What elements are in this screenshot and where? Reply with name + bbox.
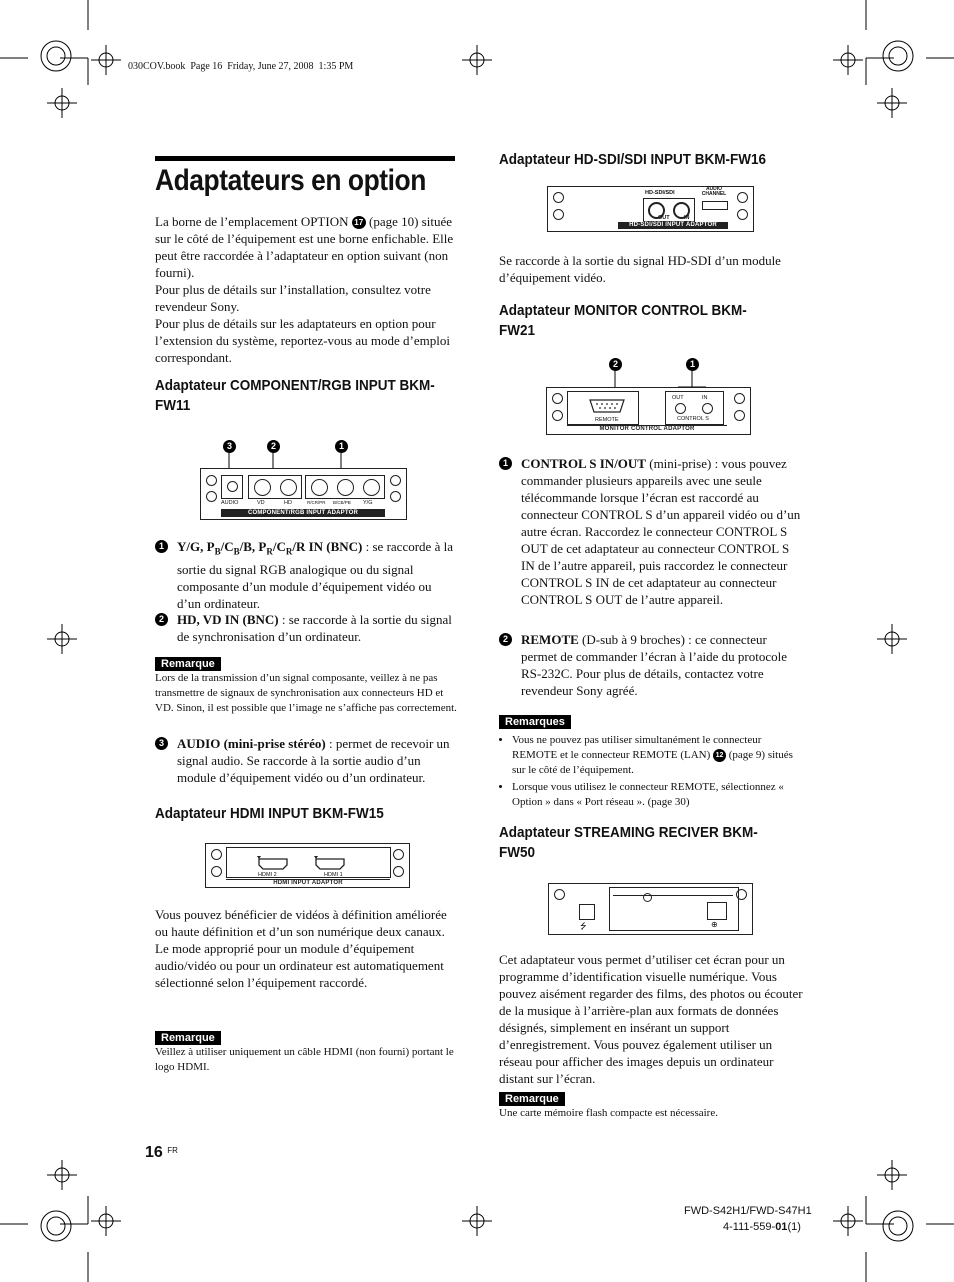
port-y: Y/G — [363, 500, 373, 506]
hdmi-note-label: Remarque — [155, 1031, 221, 1045]
footer-model: FWD-S42H1/FWD-S47H1 — [684, 1205, 812, 1217]
port-audio: AUDIO — [221, 500, 239, 506]
intro-text — [155, 213, 458, 366]
m1-bold: CONTROL S IN/OUT — [521, 456, 646, 471]
page-number — [145, 1144, 178, 1162]
m2-text: (D-sub à 9 broches) : ce connecteur permet de commander l’écran à l’aide du protocole RS-232C. Pour plus de détails, contactez votre revendeur Sony agréé. — [521, 632, 788, 698]
monitor-item-2 — [499, 631, 804, 699]
c1-d: /C — [272, 539, 286, 554]
c1-sub-b2: B — [233, 546, 240, 557]
monitor-panel-label: MONITOR CONTROL ADAPTOR — [567, 425, 727, 433]
page-lang: FR — [167, 1146, 178, 1155]
monitor-heading: Adaptateur MONITOR CONTROL BKM-FW21 — [499, 302, 747, 339]
m-item-num-2: 2 — [499, 633, 512, 646]
monitor-note-1 — [512, 733, 804, 778]
title-rule — [155, 156, 455, 161]
hdsdi-heading: Adaptateur HD-SDI/SDI INPUT BKM-FW16 — [499, 151, 767, 168]
hdmi-heading: Adaptateur HDMI INPUT BKM-FW15 — [155, 805, 384, 822]
header-note: 030COV.book Page 16 Friday, June 27, 2008 1:35 PM — [128, 61, 354, 72]
port-b: B/CB/PB — [333, 500, 351, 505]
page-number-value: 16 — [145, 1144, 163, 1161]
intro-p3: Pour plus de détails sur les adaptateurs en option pour l’extension du système, reportez-vous au mode d’emploi correspondant. — [155, 316, 450, 365]
footer-code — [723, 1221, 801, 1233]
component-panel-label: COMPONENT/RGB INPUT ADAPTOR — [221, 509, 385, 517]
component-item-2 — [155, 611, 458, 645]
component-note-text: Lors de la transmission d’un signal composante, veillez à ne pas transmettre de signaux de synchronisation aux connecteurs HD et VD. Sinon, il est possible que l’image ne s’affiche pas correctement. — [155, 672, 457, 714]
monitor-item-1 — [499, 455, 804, 608]
c1-text: : se raccorde à la sortie du signal RGB analogique ou du signal composante d’un module d’équipement vidéo ou d’un ordinateur. — [177, 539, 453, 611]
callout-m2: 2 — [609, 358, 622, 371]
monitor-notes — [499, 733, 804, 812]
c3-bold: AUDIO (mini-prise stéréo) — [177, 736, 326, 751]
port-hdsdi: HD-SDI/SDI — [645, 190, 675, 196]
c1-sub-r1: R — [266, 546, 273, 557]
hdmi-note-text: Veillez à utiliser uniquement un câble HDMI (non fourni) portant le logo HDMI. — [155, 1046, 454, 1073]
c2-bold: HD, VD IN (BNC) — [177, 612, 279, 627]
port-audio-channel: AUDIO CHANNEL — [701, 186, 727, 197]
streaming-note-text: Une carte mémoire flash compacte est nécessaire. — [499, 1107, 718, 1119]
streaming-heading: Adaptateur STREAMING RECIVER BKM-FW50 — [499, 824, 758, 861]
c3-text: : permet de recevoir un signal audio. Se raccorde à la sortie audio d’un module d’équipement vidéo ou d’un ordinateur. — [177, 736, 450, 785]
component-item-3 — [155, 735, 458, 786]
hdsdi-text: Se raccorde à la sortie du signal HD-SDI d’un module d’équipement vidéo. — [499, 253, 781, 285]
callout-m1: 1 — [686, 358, 699, 371]
mn1-b: (page 9) situés sur le côté de l’équipement. — [512, 749, 793, 776]
m2-bold: REMOTE — [521, 632, 579, 647]
m1-text: (mini-prise) : vous pouvez commander plusieurs appareils avec une seule télécommande lorsque l’écran est raccordé au connecteur CONTROL S d’un appareil vidéo ou d’un autre écran. Raccordez le connecteur CONTROL S OUT de cet adaptateur au connecteur CONTROL S IN de l’autre appareil, puis raccordez le connecteur CONTROL S IN de cet adaptateur au connecteur CONTROL S OUT de l’autre appareil. — [521, 456, 801, 607]
footer-code-a: 4-111-559- — [723, 1221, 776, 1233]
streaming-adapter-diagram — [548, 883, 753, 935]
item-num-1: 1 — [155, 540, 168, 553]
component-note-label: Remarque — [155, 657, 221, 671]
monitor-notes-label: Remarques — [499, 715, 571, 729]
hdmi-adapter-diagram — [205, 843, 410, 888]
port-r: R/CR/PR — [307, 500, 326, 505]
port-hdmi1: HDMI 1 — [324, 872, 343, 878]
c1-e: /R IN (BNC) — [292, 539, 363, 554]
item-num-3: 3 — [155, 737, 168, 750]
streaming-note-label: Remarque — [499, 1092, 565, 1106]
port-in: IN — [684, 215, 690, 221]
monitor-adapter-diagram — [546, 357, 752, 437]
component-item-1 — [155, 538, 458, 612]
port-vd: VD — [257, 500, 265, 506]
hdmi-p1: Vous pouvez bénéficier de vidéos à définition améliorée ou haute définition et d’un son numérique deux canaux. — [155, 907, 447, 939]
c1-a: Y/G, P — [177, 539, 215, 554]
usb-icon: ⭍ — [580, 922, 587, 931]
hdmi-p2: Le mode approprié pour un module d’équipement audio/vidéo ou pour un ordinateur est automatiquement sélectionné selon l’équipement raccordé. — [155, 941, 444, 990]
port-hdmi2: HDMI 2 — [258, 872, 277, 878]
streaming-text: Cet adaptateur vous permet d’utiliser cet écran pour un programme d’identification visuelle numérique. Vous pouvez aisément regarder des films, des photos ou écouter de la musique à l’arrière-plan aux formats de données désignés, simplement en insérant un support d’enregistrement. Vous pouvez également utiliser un réseau pour afficher des images depuis un ordinateur distant sur l’écran. — [499, 952, 803, 1086]
option-num-badge: 17 — [352, 216, 366, 229]
callout-2: 2 — [267, 440, 280, 453]
network-icon: ⊕ — [711, 920, 718, 929]
c1-sub-r2: R — [285, 546, 293, 557]
c1-c: /B, P — [239, 539, 267, 554]
hdmi-panel-label: HDMI INPUT ADAPTOR — [226, 879, 390, 887]
c1-b: /C — [220, 539, 234, 554]
component-adapter-diagram — [200, 436, 408, 520]
mn1-a: Vous ne pouvez pas utiliser simultanément le connecteur REMOTE et le connecteur REMOTE (LAN) — [512, 734, 762, 761]
hdmi-ports-icon — [256, 856, 356, 872]
page-title: Adaptateurs en option — [155, 164, 426, 197]
port-m-in: IN — [702, 395, 708, 401]
port-m-out: OUT — [672, 395, 684, 401]
hdsdi-adapter-diagram — [547, 186, 754, 232]
monitor-note-2: • Lorsque vous utilisez le connecteur REMOTE, sélectionnez « Option » dans « Port réseau ». (page 30) — [512, 780, 804, 810]
footer-code-b: 01 — [775, 1221, 788, 1233]
intro-p1-b: (page 10) située sur le côté de l’équipement est une borne enfichable. Elle peut être raccordée à l’adaptateur en option suivant (non fourni). — [155, 214, 454, 280]
c1-sub-b1: B — [214, 546, 221, 557]
port-remote: REMOTE — [595, 417, 619, 423]
hdsdi-panel-label: HD-SDI/SDI INPUT ADAPTOR — [618, 222, 728, 229]
intro-p2: Pour plus de détails sur l’installation, consultez votre revendeur Sony. — [155, 282, 431, 314]
component-heading: Adaptateur COMPONENT/RGB INPUT BKM-FW11 — [155, 377, 435, 414]
intro-p1-a: La borne de l’emplacement OPTION — [155, 214, 352, 229]
callout-1: 1 — [335, 440, 348, 453]
remote-lan-num-badge: 12 — [713, 749, 726, 762]
port-control-s: CONTROL S — [677, 416, 709, 422]
dsub-connector-icon — [587, 398, 627, 414]
c2-text: : se raccorde à la sortie du signal de synchronisation d’un ordinateur. — [177, 612, 452, 644]
port-hd: HD — [284, 500, 292, 506]
port-out: OUT — [658, 215, 670, 221]
footer-code-c: (1) — [787, 1221, 801, 1233]
item-num-2: 2 — [155, 613, 168, 626]
m-item-num-1: 1 — [499, 457, 512, 470]
hdmi-text — [155, 906, 458, 991]
callout-3: 3 — [223, 440, 236, 453]
